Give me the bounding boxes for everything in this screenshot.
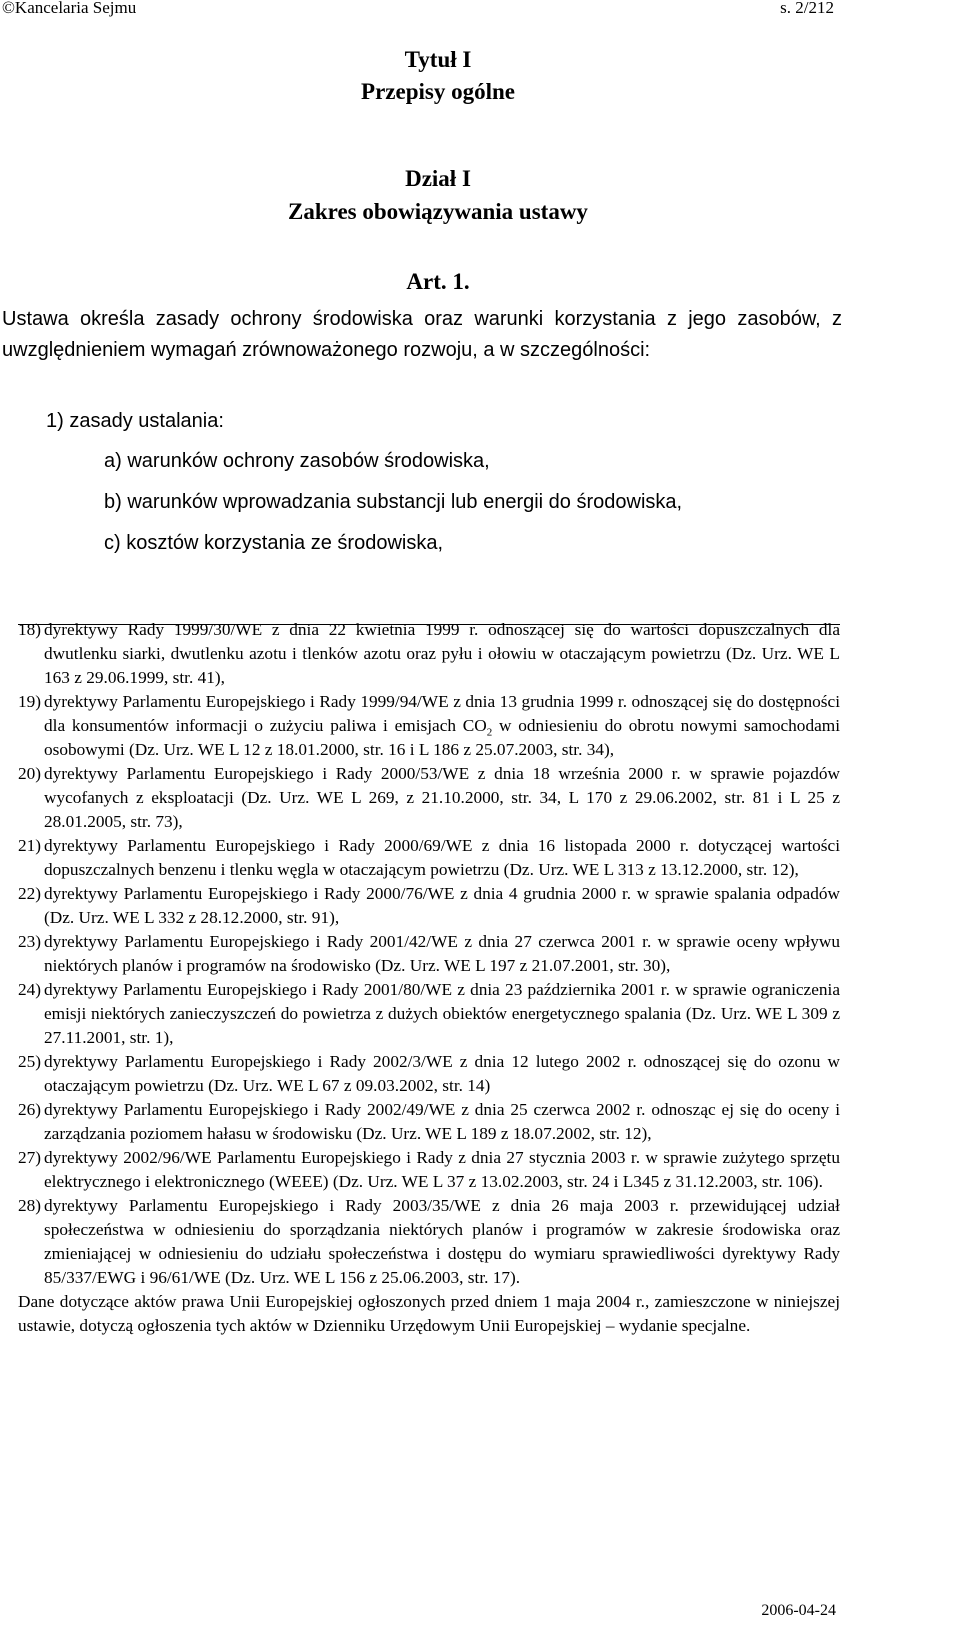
closing-note: Dane dotyczące aktów prawa Unii Europejskiej ogłoszonych przed dniem 1 maja 2004 r., zamieszczone w niniejszej ustawie, dotyczą ogłoszenia tych aktów w Dzienniku Urzędowym Unii Europejskiej – wydanie specjalne.: [18, 1292, 840, 1335]
footnote-26: 26) dyrektywy Parlamentu Europejskiego i Rady 2002/49/WE z dnia 25 czerwca 2002 r. odnosząc ej się do oceny i zarządzania poziomem hałasu w środowisku (Dz. Urz. WE L 189 z 18.07.2002, str. 12),: [18, 1100, 840, 1143]
footnote-20: 20) dyrektywy Parlamentu Europejskiego i Rady 2000/53/WE z dnia 18 września 2000 r. w sprawie pojazdów wycofanych z eksploatacji (Dz. Urz. WE L 269, z 21.10.2000, str. 34, L 170 z 29.06.2002, str. 81 i L 25 z 28.01.2005, str. 73),: [18, 764, 840, 831]
title-subheading: Przepisy ogólne: [361, 79, 515, 104]
footnotes: [18, 618, 840, 1338]
article-intro: Ustawa określa zasady ochrony środowiska oraz warunki korzystania z jego zasobów, z uwzględnieniem wymagań zrównoważonego rozwoju, a w szczególności:: [2, 308, 842, 361]
footer-date: 2006-04-24: [761, 1602, 836, 1619]
article-heading: Art. 1.: [406, 269, 470, 294]
footnote-18: 18) dyrektywy Rady 1999/30/WE z dnia 22 kwietnia 1999 r. odnoszącej się do wartości dopuszczalnych dla dwutlenku siarki, dwutlenku azotu i tlenków azotu oraz pyłu i ołowiu w otaczającym powietrzu (Dz. Urz. WE L 163 z 29.06.1999, str. 41),: [18, 620, 840, 687]
footnote-21: 21) dyrektywy Parlamentu Europejskiego i Rady 2000/69/WE z dnia 16 listopada 2000 r. dotyczącej wartości dopuszczalnych benzenu i tlenku węgla w otaczającym powietrzu (Dz. Urz. WE L 313 z 13.12.2000, str. 12),: [18, 836, 840, 879]
point-1b: b) warunków wprowadzania substancji lub energii do środowiska,: [104, 491, 683, 513]
point-1c: c) kosztów korzystania ze środowiska,: [104, 532, 444, 554]
dzial-subheading: Zakres obowiązywania ustawy: [288, 199, 588, 224]
title-heading: Tytuł I: [404, 47, 472, 72]
point-1: 1) zasady ustalania:: [46, 410, 224, 432]
footnote-23: 23) dyrektywy Parlamentu Europejskiego i Rady 2001/42/WE z dnia 27 czerwca 2001 r. w sprawie oceny wpływu niektórych planów i programów na środowisko (Dz. Urz. WE L 197 z 21.07.2001, str. 30),: [18, 932, 840, 975]
point-1a: a) warunków ochrony zasobów środowiska,: [104, 450, 490, 472]
footnote-25: 25) dyrektywy Parlamentu Europejskiego i Rady 2002/3/WE z dnia 12 lutego 2002 r. odnoszącej się do ozonu w otaczającym powietrzu (Dz. Urz. WE L 67 z 09.03.2002, str. 14): [18, 1052, 840, 1095]
header-page-number: s. 2/212: [780, 0, 834, 17]
dzial-heading: Dział I: [405, 166, 471, 191]
footnote-27: 27) dyrektywy 2002/96/WE Parlamentu Europejskiego i Rady z dnia 27 stycznia 2003 r. w sprawie zużytego sprzętu elektrycznego i elektronicznego (WEEE) (Dz. Urz. WE L 37 z 13.02.2003, str. 24 i L345 z 31.12.2003, str. 106).: [18, 1148, 840, 1191]
footnote-19: 19) dyrektywy Parlamentu Europejskiego i Rady 1999/94/WE z dnia 13 grudnia 1999 r. odnoszącej się do dostępności dla konsumentów informacji o zużyciu paliwa i emisjach $CO_2$ w odniesieniu do obrotu nowymi samochodami osobowymi (Dz. Urz. WE L 12 z 18.01.2000, str. 16 i L 186 z 25.07.2003, str. 34),: [18, 692, 841, 759]
header-copyright: ©Kancelaria Sejmu: [2, 0, 137, 17]
footnote-24: 24) dyrektywy Parlamentu Europejskiego i Rady 2001/80/WE z dnia 23 października 2001 r. w sprawie ograniczenia emisji niektórych zanieczyszczeń do powietrza z dużych obiektów energetycznego spalania (Dz. Urz. WE L 309 z 27.11.2001, str. 1),: [18, 980, 840, 1047]
footnote-22: 22) dyrektywy Parlamentu Europejskiego i Rady 2000/76/WE z dnia 4 grudnia 2000 r. w sprawie spalania odpadów (Dz. Urz. WE L 332 z 28.12.2000, str. 91),: [18, 884, 840, 927]
footnote-28: 28) dyrektywy Parlamentu Europejskiego i Rady 2003/35/WE z dnia 26 maja 2003 r. przewidującej udział społeczeństwa w odniesieniu do sporządzania niektórych planów i programów w zakresie środowiska oraz zmieniającej w odniesieniu do udziału społeczeństwa i dostępu do wymiaru sprawiedliwości dyrektywy Rady 85/337/EWG i 96/61/WE (Dz. Urz. WE L 156 z 25.06.2003, str. 17).: [18, 1196, 840, 1287]
